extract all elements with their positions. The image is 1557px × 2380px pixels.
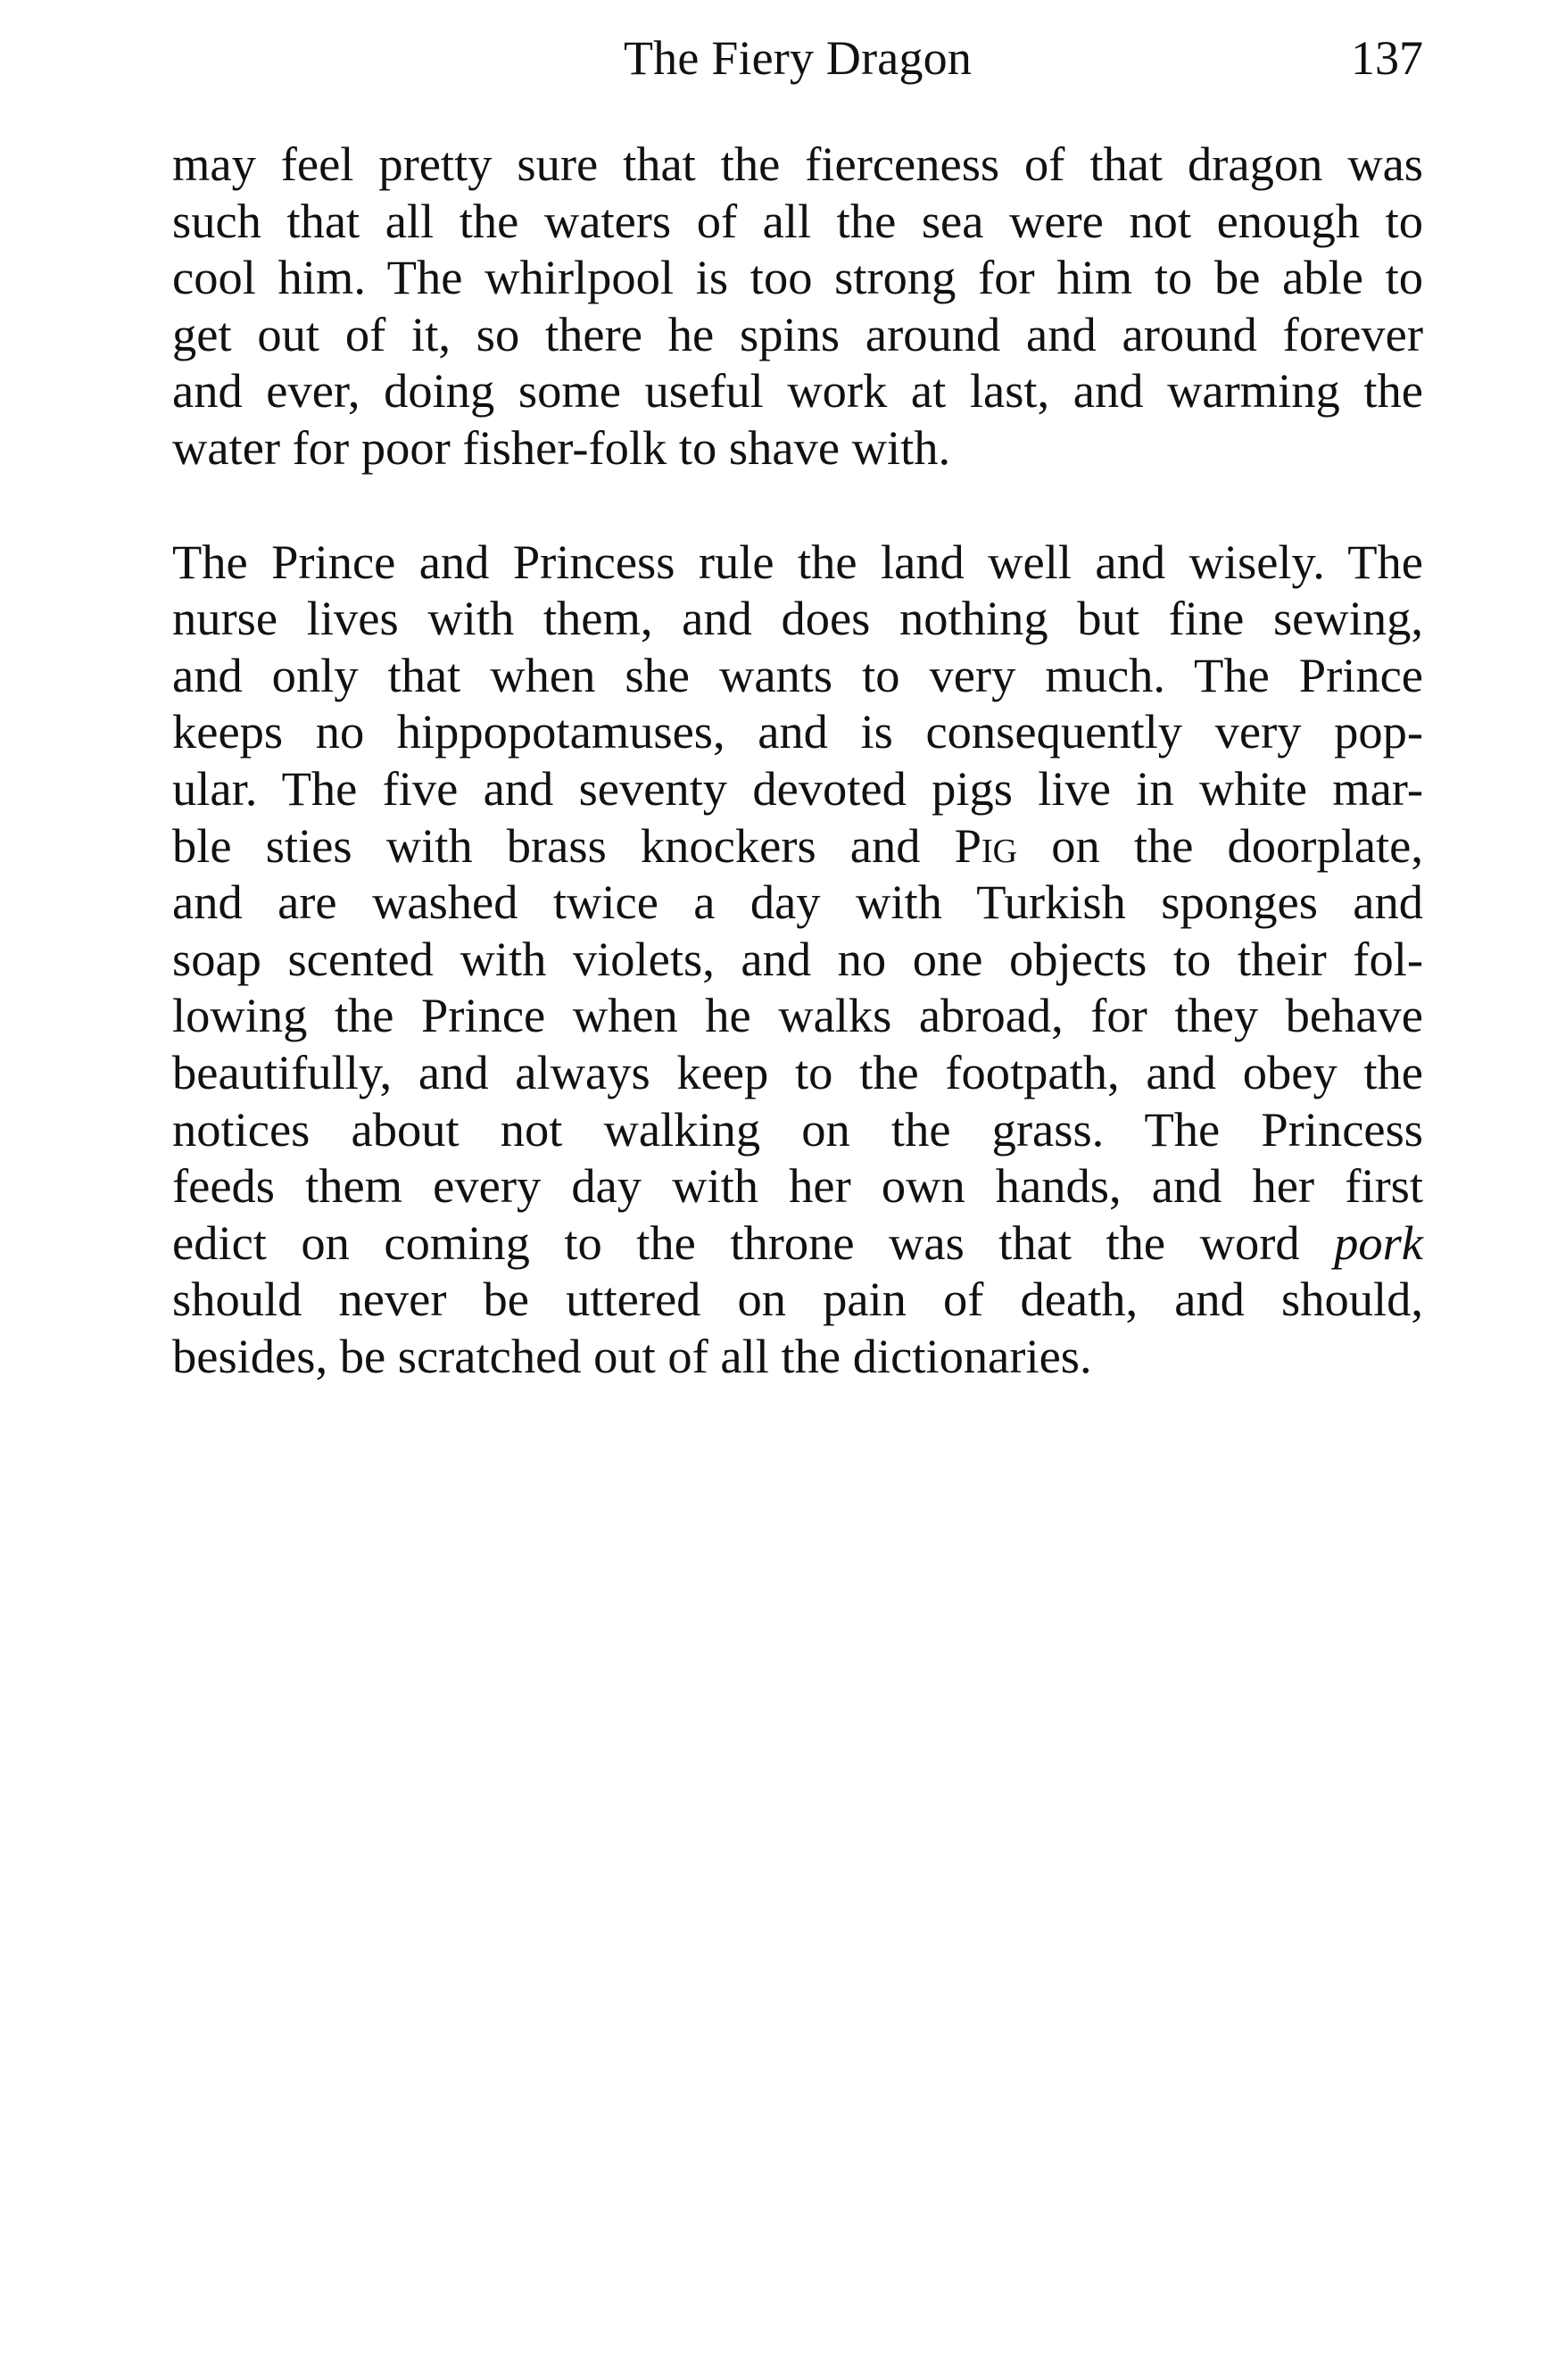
text-line: water for poor fisher-folk to shave with.: [172, 419, 951, 475]
smallcaps-word: Pig: [954, 817, 1018, 873]
text-line: beautifully, and always keep to the footpath, and obey the: [172, 1044, 1423, 1099]
text-line: may feel pretty sure that the fierceness of that dragon was: [172, 137, 1423, 191]
text-line: such that all the waters of all the sea were not enough to: [172, 193, 1423, 248]
text-line: and ever, doing some useful work at last, and warming the: [172, 363, 1423, 419]
page-number: 137: [1351, 31, 1423, 85]
paragraph-2: [172, 534, 1423, 1385]
text-line: soap scented with violets, and no one objects to their fol-: [172, 931, 1423, 986]
text-line: and are washed twice a day with Turkish sponges and: [172, 875, 1423, 930]
text-line: notices about not walking on the grass. The Princess: [172, 1101, 1423, 1157]
text-line: besides, be scratched out of all the dictionaries.: [172, 1328, 1092, 1383]
running-head: [172, 27, 1423, 89]
italic-word: pork: [1334, 1215, 1423, 1270]
text-segment: edict on coming to the throne was that the word: [172, 1215, 1300, 1270]
text-line: The Prince and Princess rule the land well and wisely. The: [172, 534, 1423, 589]
text-line-with-italic: [172, 1215, 1423, 1272]
text-line: should never be uttered on pain of death, and should,: [172, 1272, 1423, 1327]
text-line-with-smallcaps: [172, 817, 1423, 875]
text-segment: ble sties with brass knockers and: [172, 817, 921, 873]
running-title: The Fiery Dragon: [623, 31, 973, 85]
text-line: and only that when she wants to very much. The Prince: [172, 647, 1423, 702]
text-line: feeds them every day with her own hands, and her first: [172, 1158, 1423, 1214]
body-text: [172, 136, 1423, 1384]
paragraph-1: [172, 136, 1423, 477]
text-segment: on the doorplate,: [1051, 817, 1423, 873]
text-line: nurse lives with them, and does nothing but fine sewing,: [172, 591, 1423, 646]
text-line: keeps no hippopotamuses, and is consequently very pop-: [172, 704, 1423, 759]
text-line: ular. The five and seventy devoted pigs live in white mar-: [172, 760, 1423, 816]
text-line: get out of it, so there he spins around and around forever: [172, 306, 1423, 361]
text-line: lowing the Prince when he walks abroad, for they behave: [172, 988, 1423, 1043]
text-line: cool him. The whirlpool is too strong for him to be able to: [172, 250, 1423, 305]
paragraph-gap: [172, 477, 1423, 534]
